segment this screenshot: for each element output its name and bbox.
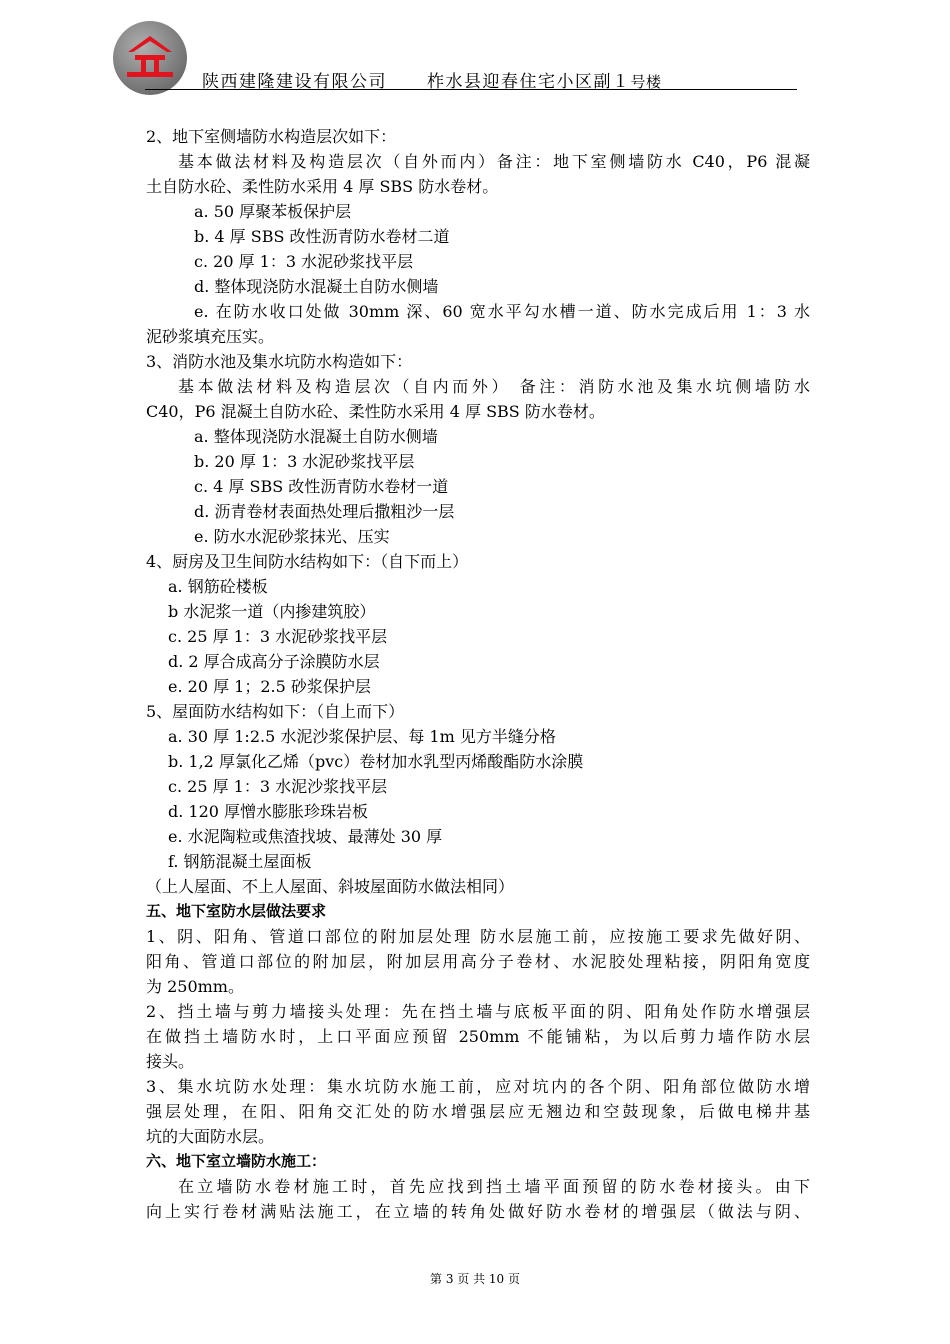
- text-line: 阳角、管道口部位的附加层，附加层用高分子卷材、水泥胶处理粘接，阴阳角宽度: [146, 952, 810, 971]
- text-line: d. 120 厚憎水膨胀珍珠岩板: [168, 802, 369, 821]
- text-line: b 水泥浆一道（内掺建筑胶）: [168, 602, 376, 621]
- text-line: 强层处理，在阳、阳角交汇处的防水增强层应无翘边和空鼓现象，后做电梯井基: [146, 1102, 810, 1121]
- text-line: c. 4 厚 SBS 改性沥青防水卷材一道: [194, 477, 449, 496]
- text-line: （上人屋面、不上人屋面、斜坡屋面防水做法相同）: [146, 877, 515, 896]
- text-line: 在做挡土墙防水时，上口平面应预留 250mm 不能铺粘，为以后剪力墙作防水层: [146, 1027, 810, 1046]
- text-line: 1、阴、阳角、管道口部位的附加层处理 防水层施工前，应按施工要求先做好阴、: [146, 927, 810, 946]
- text-line: 5、屋面防水结构如下：（自上而下）: [146, 702, 405, 721]
- text-line: 2、地下室侧墙防水构造层次如下：: [146, 127, 397, 146]
- text-line: 基本做法材料及构造层次（自内而外） 备注：消防水池及集水坑侧墙防水: [178, 377, 810, 396]
- text-line: 4、厨房及卫生间防水结构如下：（自下而上）: [146, 552, 469, 571]
- text-line: e. 防水水泥砂浆抹光、压实: [194, 527, 390, 546]
- text-line: d. 整体现浇防水混凝土自防水侧墙: [194, 277, 439, 296]
- text-line: d. 2 厚合成高分子涂膜防水层: [168, 652, 380, 671]
- text-line: 坑的大面防水层。: [146, 1127, 275, 1146]
- building-label: 号楼: [630, 73, 662, 91]
- text-line: a. 50 厚聚苯板保护层: [194, 202, 352, 221]
- text-line: f. 钢筋混凝土屋面板: [168, 852, 312, 871]
- project-name: 柞水县迎春住宅小区副１: [427, 72, 631, 92]
- text-line: 2、挡土墙与剪力墙接头处理：先在挡土墙与底板平面的阴、阳角处作防水增强层: [146, 1002, 810, 1021]
- text-line: 在立墙防水卷材施工时，首先应找到挡土墙平面预留的防水卷材接头。由下: [178, 1177, 810, 1196]
- page-footer: 第 3 页 共 10 页: [430, 1272, 520, 1286]
- text-line: b. 4 厚 SBS 改性沥青防水卷材二道: [194, 227, 450, 246]
- text-line: b. 1,2 厚氯化乙烯（pvc）卷材加水乳型丙烯酸酯防水涂膜: [168, 752, 584, 771]
- text-line: a. 钢筋砼楼板: [168, 577, 268, 596]
- text-line: c. 25 厚 1：3 水泥沙浆找平层: [168, 777, 388, 796]
- text-line: 土自防水砼、柔性防水采用 4 厚 SBS 防水卷材。: [146, 177, 499, 196]
- text-line: 泥砂浆填充压实。: [146, 327, 275, 346]
- header-rule: [145, 89, 797, 90]
- page-header: [112, 20, 802, 92]
- text-line: 六、地下室立墙防水施工：: [146, 1152, 327, 1170]
- text-line: e. 在防水收口处做 30mm 深、60 宽水平勾水槽一道、防水完成后用 1：3 水: [194, 302, 810, 321]
- text-line: 向上实行卷材满贴法施工，在立墙的转角处做好防水卷材的增强层（做法与阴、: [146, 1202, 810, 1221]
- text-line: 基本做法材料及构造层次（自外而内）备注：地下室侧墙防水 C40，P6 混凝: [178, 152, 810, 171]
- text-line: c. 25 厚 1：3 水泥砂浆找平层: [168, 627, 388, 646]
- text-line: 接头。: [146, 1052, 195, 1071]
- text-line: e. 20 厚 1；2.5 砂浆保护层: [168, 677, 371, 696]
- company-logo-icon: [112, 20, 188, 96]
- company-name: 陕西建隆建设有限公司: [202, 72, 387, 92]
- text-line: a. 整体现浇防水混凝土自防水侧墙: [194, 427, 438, 446]
- text-line: 3、集水坑防水处理：集水坑防水施工前，应对坑内的各个阴、阳角部位做防水增: [146, 1077, 810, 1096]
- text-line: b. 20 厚 1：3 水泥砂浆找平层: [194, 452, 415, 471]
- text-line: 为 250mm。: [146, 977, 244, 996]
- text-line: c. 20 厚 1：3 水泥砂浆找平层: [194, 252, 414, 271]
- text-line: C40，P6 混凝土自防水砼、柔性防水采用 4 厚 SBS 防水卷材。: [146, 402, 605, 421]
- document-body: [146, 124, 810, 1224]
- text-line: 3、消防水池及集水坑防水构造如下：: [146, 352, 413, 371]
- text-line: d. 沥青卷材表面热处理后撒粗沙一层: [194, 502, 455, 521]
- text-line: 五、地下室防水层做法要求: [146, 902, 327, 920]
- text-line: a. 30 厚 1:2.5 水泥沙浆保护层、每 1m 见方半缝分格: [168, 727, 556, 746]
- text-line: e. 水泥陶粒或焦渣找坡、最薄处 30 厚: [168, 827, 443, 846]
